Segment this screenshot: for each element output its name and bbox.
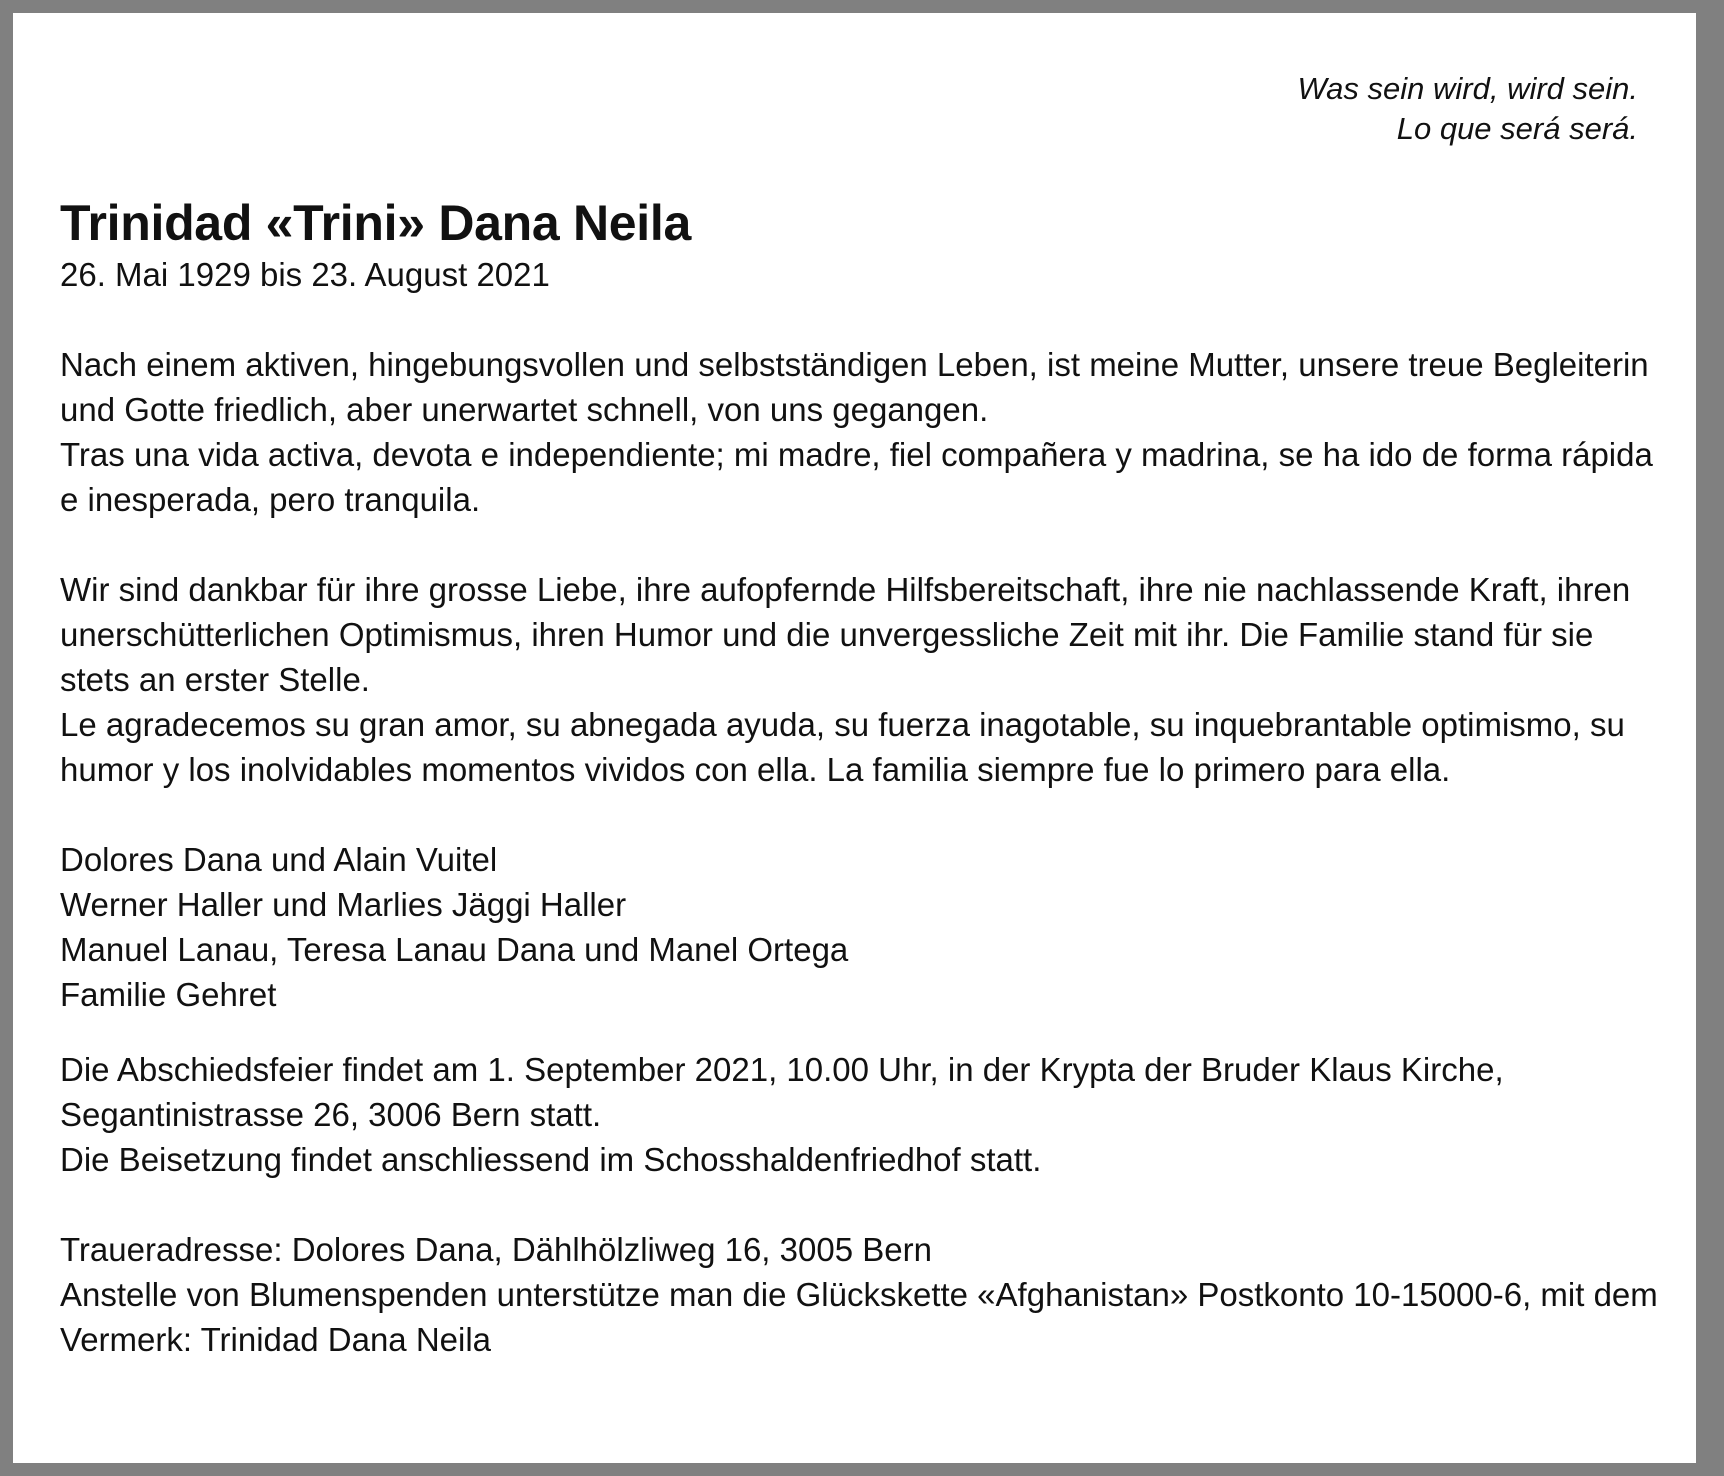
burial-info: Die Beisetzung findet anschliessend im Schosshaldenfriedhof statt. <box>60 1141 1042 1178</box>
intro-paragraphs <box>60 342 1660 522</box>
ceremony-info <box>60 1047 1660 1182</box>
thanks-paragraphs <box>60 567 1660 792</box>
donation-info: Anstelle von Blumenspenden unterstütze man die Glückskette «Afghanistan» Postkonto 10-15000-6, mit dem Vermerk: Trinidad Dana Neila <box>60 1276 1658 1358</box>
intro-spanish: Tras una vida activa, devota e independiente; mi madre, fiel compañera y madrina, se ha ido de forma rápida e inesperada, pero tranquila. <box>60 436 1653 518</box>
deceased-name: Trinidad «Trini» Dana Neila <box>60 195 691 251</box>
thanks-german: Wir sind dankbar für ihre grosse Liebe, ihre aufopfernde Hilfsbereitschaft, ihre nie nachlassende Kraft, ihren unerschütterlichen Optimismus, ihren Humor und die unvergessliche Zeit mit ihr. Die Familie stand für sie stets an erster Stelle. <box>60 571 1631 698</box>
motto <box>1297 69 1638 149</box>
mourners-list <box>60 837 1660 1017</box>
farewell-ceremony: Die Abschiedsfeier findet am 1. September 2021, 10.00 Uhr, in der Krypta der Bruder Klaus Kirche, Segantinistrasse 26, 3006 Bern statt. <box>60 1051 1504 1133</box>
mourner: Werner Haller und Marlies Jäggi Haller <box>60 886 627 923</box>
life-dates: 26. Mai 1929 bis 23. August 2021 <box>60 256 550 293</box>
motto-line-es: Lo que será será. <box>1396 111 1638 146</box>
mourner: Dolores Dana und Alain Vuitel <box>60 841 498 878</box>
mourner: Manuel Lanau, Teresa Lanau Dana und Manel Ortega <box>60 931 849 968</box>
motto-line-de: Was sein wird, wird sein. <box>1297 71 1638 106</box>
mourner: Familie Gehret <box>60 976 277 1013</box>
obituary-sheet <box>13 13 1696 1463</box>
thanks-spanish: Le agradecemos su gran amor, su abnegada ayuda, su fuerza inagotable, su inquebrantable optimismo, su humor y los inolvidables momentos vividos con ella. La familia siempre fue lo primero para ella. <box>60 706 1625 788</box>
mourning-address: Traueradresse: Dolores Dana, Dählhölzliweg 16, 3005 Bern <box>60 1231 932 1268</box>
contact-info <box>60 1227 1660 1362</box>
intro-german: Nach einem aktiven, hingebungsvollen und selbstständigen Leben, ist meine Mutter, unsere treue Begleiterin und Gotte friedlich, aber unerwartet schnell, von uns gegangen. <box>60 346 1649 428</box>
obituary-content <box>60 194 1660 1362</box>
